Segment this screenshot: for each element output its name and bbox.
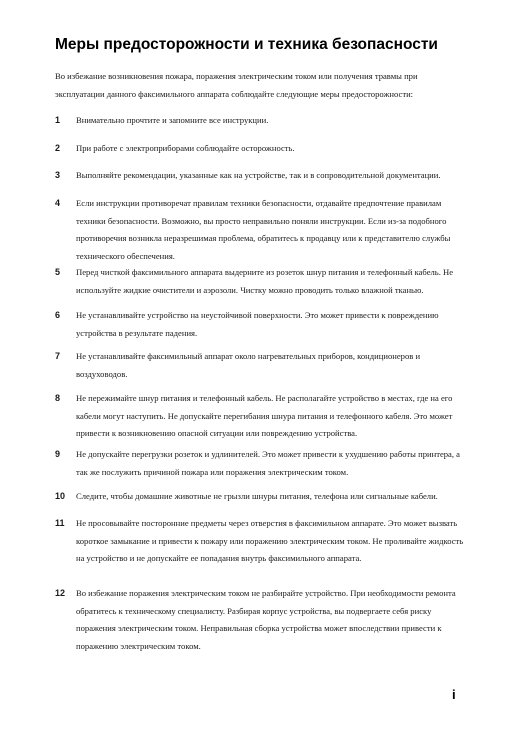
item-text: При работе с электроприборами соблюдайте осторожность. xyxy=(76,143,295,153)
item-text: Во избежание поражения электрическим током не разбирайте устройство. При необходимости ремонта обратитесь к техническому специалисту. Разбирая корпус устройства, вы подвергаете себя риску поражения электрическим током. Неправильная сборка устройства может впоследствии привести к поражению электрическим током. xyxy=(76,588,456,651)
item-number: 9 xyxy=(55,449,61,459)
item-text: Не устанавливайте устройство на неустойчивой поверхности. Это может привести к повреждению устройства в результате падения. xyxy=(76,310,439,338)
item-text: Если инструкции противоречат правилам техники безопасности, отдавайте предпочтение правилам техники безопасности. Возможно, вы просто неправильно поняли инструкции. Если из-за подобного противоречия возникла неразрешимая проблема, обратитесь к продавцу или к представителю службы технического обеспечения. xyxy=(76,198,451,261)
item-number: 12 xyxy=(55,588,66,598)
page-title: Меры предосторожности и техника безопасности xyxy=(55,36,438,53)
item-number: 7 xyxy=(55,351,61,361)
item-number: 4 xyxy=(55,198,61,208)
item-text: Не пережимайте шнур питания и телефонный кабель. Не располагайте устройство в местах, где на его кабели могут наступить. Не допускайте перегибания шнура питания и телефонного кабеля. Это может привести к возникновению опасной ситуации или повреждению устройства. xyxy=(76,393,453,438)
item-number: 8 xyxy=(55,393,61,403)
page-number: i xyxy=(452,687,456,702)
item-number: 6 xyxy=(55,310,61,320)
item-text: Выполняйте рекомендации, указанные как на устройстве, так и в сопроводительной документации. xyxy=(76,170,441,180)
item-text: Не устанавливайте факсимильный аппарат около нагревательных приборов, кондиционеров и воздуховодов. xyxy=(76,351,421,379)
item-number: 2 xyxy=(55,143,61,153)
item-text: Внимательно прочтите и запомните все инструкции. xyxy=(76,115,269,125)
item-number: 10 xyxy=(55,491,66,501)
item-number: 3 xyxy=(55,170,61,180)
item-number: 11 xyxy=(55,518,65,528)
item-text: Перед чисткой факсимильного аппарата выдерните из розеток шнур питания и телефонный кабель. Не используйте жидкие очистители и аэрозоли. Чистку можно проводить только влажной тканью. xyxy=(76,267,454,295)
item-text: Следите, чтобы домашние животные не грызли шнуры питания, телефона или сигнальные кабели. xyxy=(76,491,438,501)
intro-paragraph: Во избежание возникновения пожара, поражения электрическим током или получения травмы при эксплуатации данного факсимильного аппарата соблюдайте следующие меры предосторожности: xyxy=(55,71,418,99)
item-number: 1 xyxy=(55,115,61,125)
item-text: Не допускайте перегрузки розеток и удлинителей. Это может привести к ухудшению работы принтера, а так же послужить причиной пожара или поражения электрическим током. xyxy=(76,449,460,477)
item-text: Не просовывайте посторонние предметы через отверстия в факсимильном аппарате. Это может вызвать короткое замыкание и привести к пожару или поражению электрическим током. Не проливайте жидкость на устройство и не допускайте ее попадания внутрь факсимильного аппарата. xyxy=(76,518,464,563)
item-number: 5 xyxy=(55,267,61,277)
